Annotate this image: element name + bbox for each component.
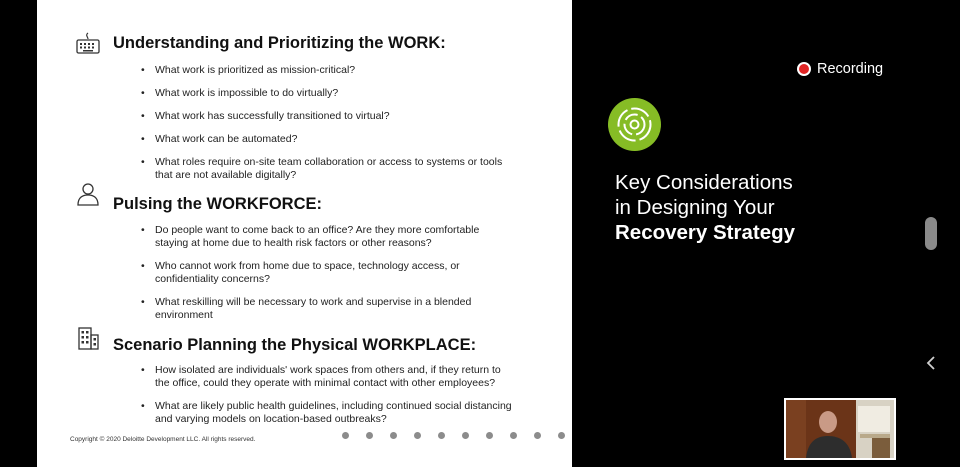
pagination-dot[interactable] (486, 432, 493, 439)
title-line: in Designing Your (615, 196, 775, 219)
person-icon (75, 181, 101, 207)
chevron-left-icon[interactable] (924, 355, 938, 371)
keyboard-icon (75, 31, 101, 57)
badge (608, 98, 661, 151)
list-item: • What are likely public health guidelines, including continued social distancing and varying models on location-based outbreaks? (140, 400, 512, 426)
section-title: Scenario Planning the Physical WORKPLACE: (113, 336, 477, 354)
title-line: Key Considerations (615, 171, 793, 194)
list-item: • What work is impossible to do virtually? (140, 87, 512, 100)
pagination-dot[interactable] (390, 432, 397, 439)
building-icon (75, 325, 101, 351)
bullet-list (140, 364, 512, 436)
list-item: • Do people want to come back to an office? Are they more comfortable staying at home due to health risk factors or other reasons? (140, 224, 512, 250)
pagination-dot[interactable] (438, 432, 445, 439)
list-item: • What work has successfully transitioned to virtual? (140, 110, 512, 123)
slide-panel (37, 0, 572, 467)
pagination-dot[interactable] (342, 432, 349, 439)
list-item: • What work is prioritized as mission-critical? (140, 64, 512, 77)
target-circle-icon (608, 98, 661, 151)
pagination-dot[interactable] (414, 432, 421, 439)
list-item: • What roles require on-site team collaboration or access to systems or tools that are not available digitally? (140, 156, 512, 182)
list-item: • What reskilling will be necessary to work and supervise in a blended environment (140, 296, 512, 322)
bullet-list (140, 64, 512, 192)
webcam-thumbnail[interactable] (784, 398, 896, 460)
scrollbar-thumb[interactable] (925, 217, 937, 250)
presentation-title (615, 170, 795, 245)
list-item: • What work can be automated? (140, 133, 512, 146)
pagination-dot[interactable] (462, 432, 469, 439)
pagination-dot[interactable] (558, 432, 565, 439)
list-item: • How isolated are individuals' work spaces from others and, if they return to the office, could they operate with minimal contact with other employees? (140, 364, 512, 390)
bullet-list (140, 224, 512, 332)
pagination-dot[interactable] (534, 432, 541, 439)
list-item: • Who cannot work from home due to space, technology access, or confidentiality concerns? (140, 260, 512, 286)
pagination-dot[interactable] (510, 432, 517, 439)
copyright-text: Copyright © 2020 Deloitte Development LLC. All rights reserved. (70, 436, 256, 443)
recording-icon (797, 62, 811, 76)
pagination-dot[interactable] (366, 432, 373, 439)
section-title: Pulsing the WORKFORCE: (113, 195, 322, 213)
title-line-bold: Recovery Strategy (615, 221, 796, 244)
recording-label: Recording (817, 61, 884, 77)
section-title: Understanding and Prioritizing the WORK: (113, 34, 446, 52)
participant-video (786, 400, 894, 458)
recording-indicator (797, 58, 883, 80)
